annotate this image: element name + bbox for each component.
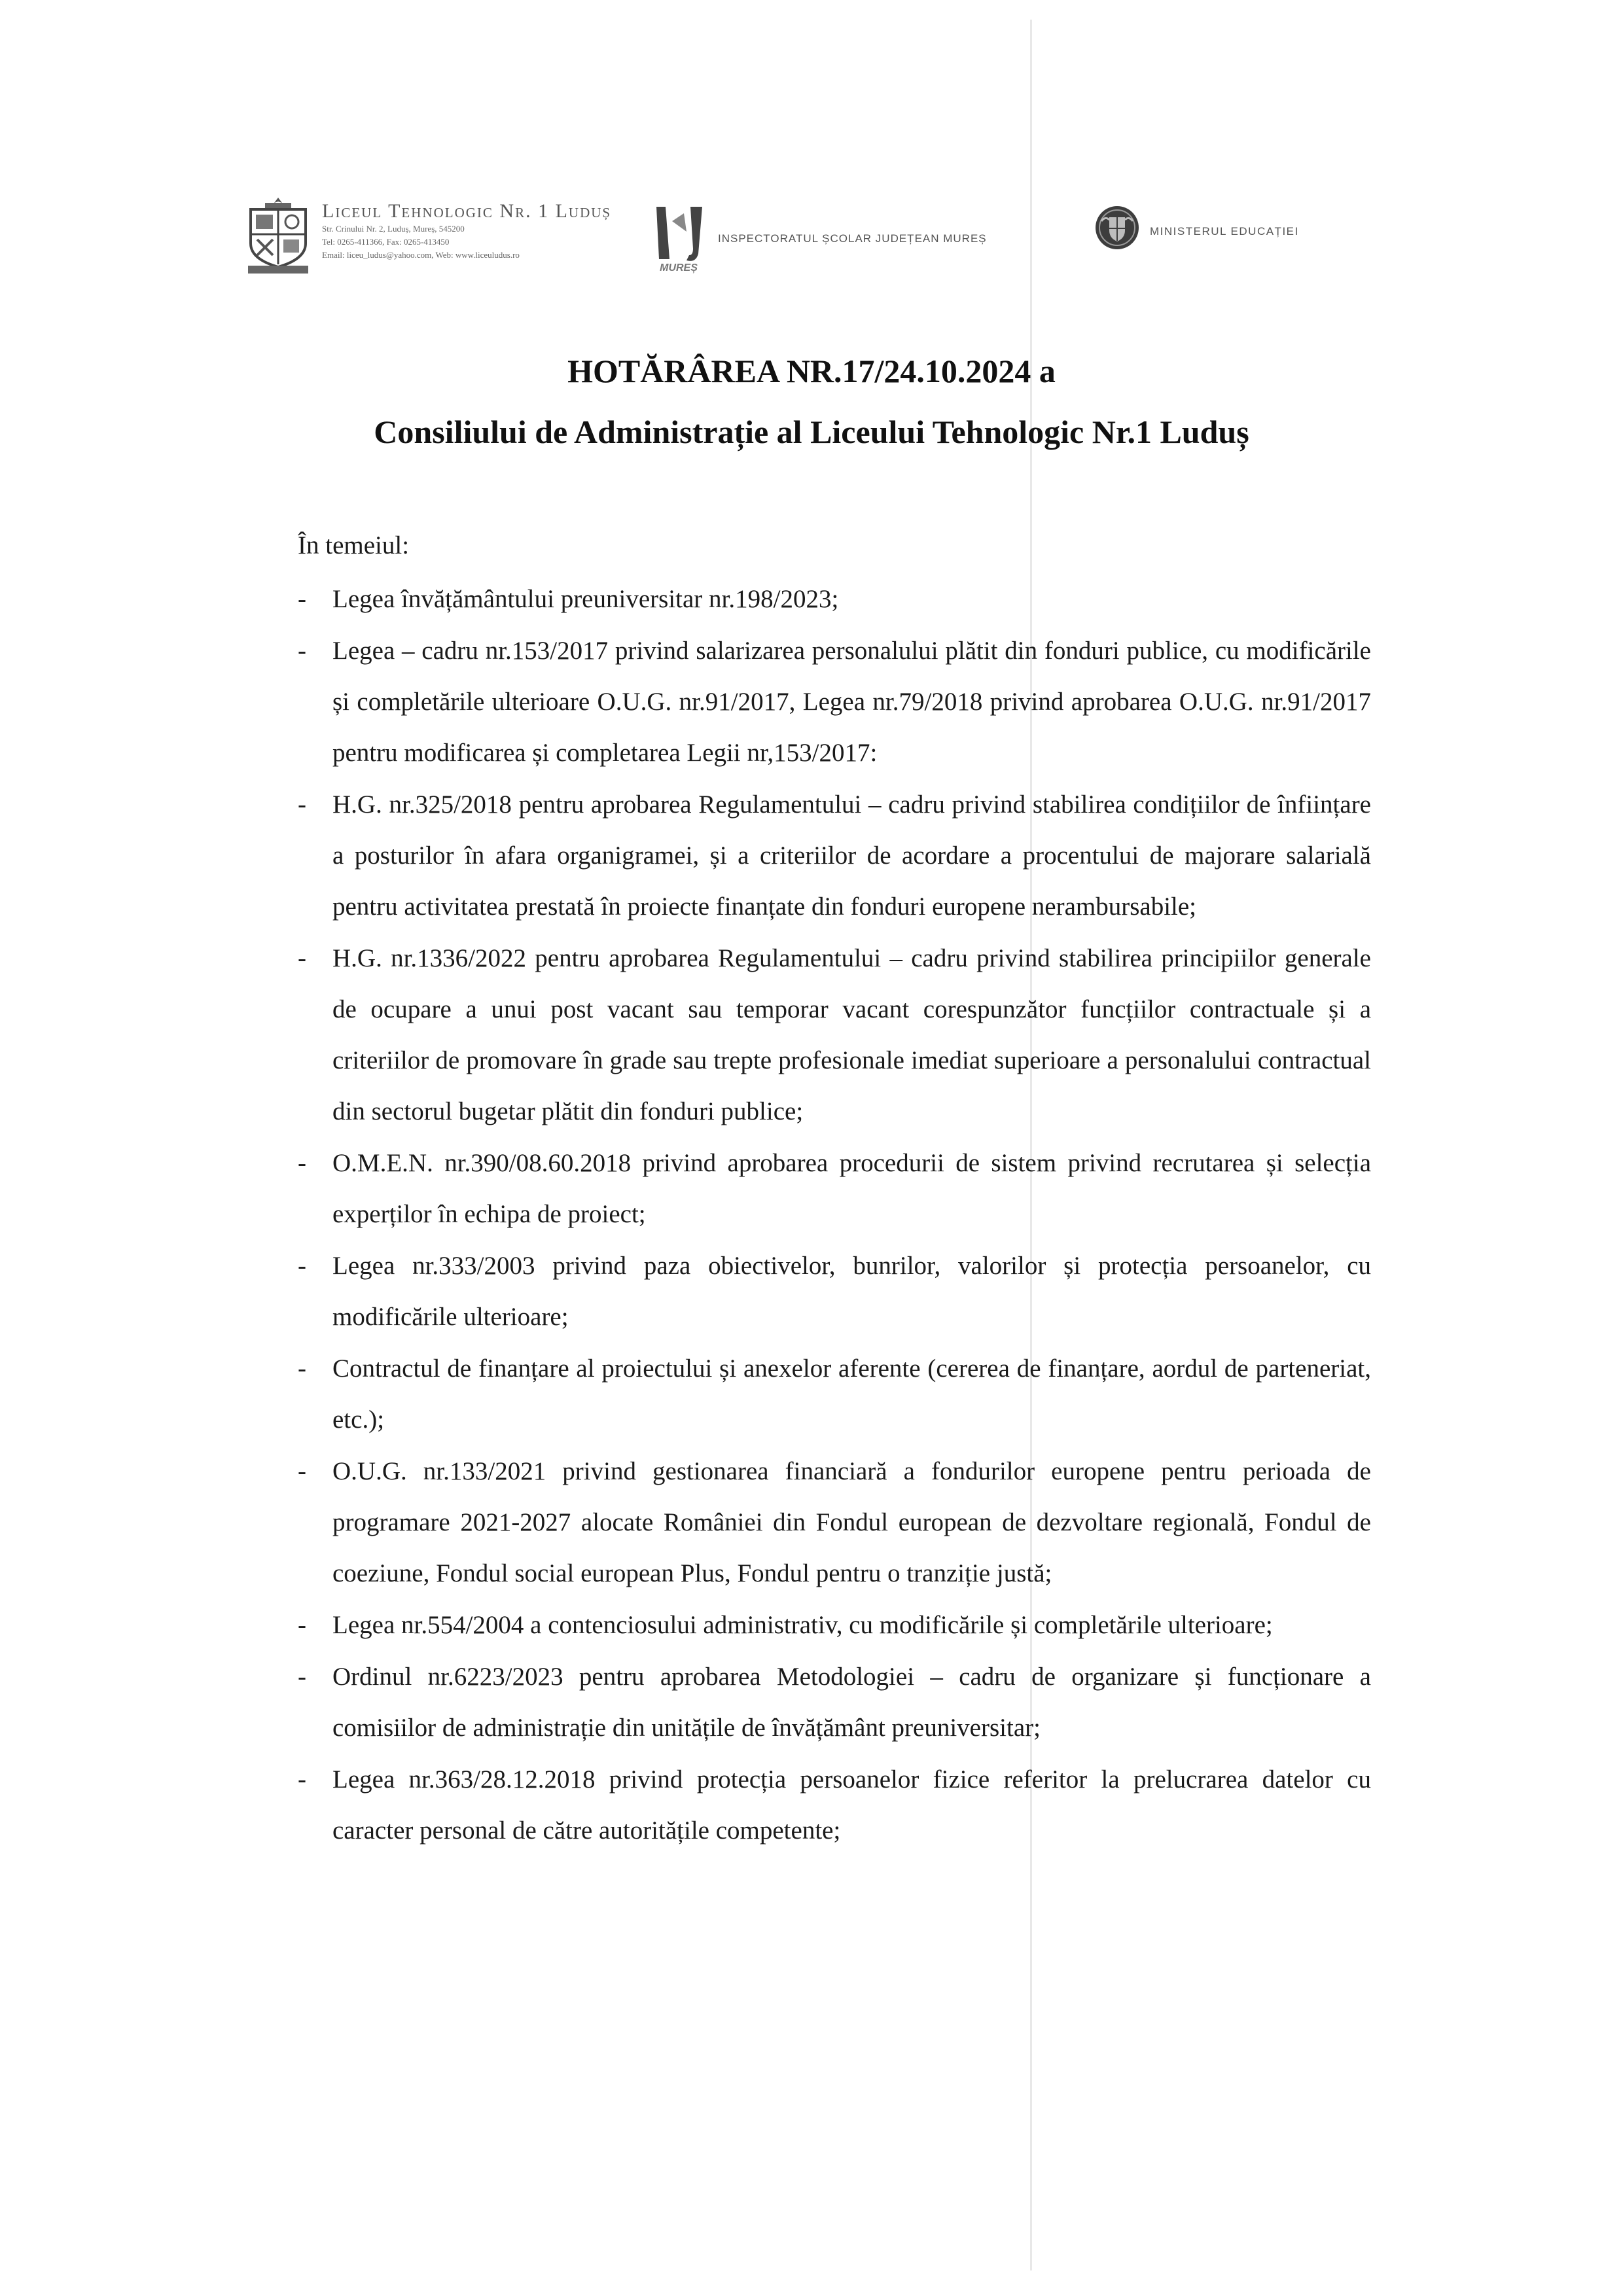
school-info	[322, 200, 662, 262]
bullet-dash: -	[298, 1252, 306, 1280]
ministry-name: MINISTERUL EDUCAȚIEI	[1150, 225, 1299, 238]
letterhead	[245, 177, 1423, 288]
list-item	[298, 933, 1371, 1137]
list-item-text: Ordinul nr.6223/2023 pentru aprobarea Metodologiei – cadru de organizare și funcționare a comisiilor de administrație din unitățile de învățământ preuniversitar;	[332, 1663, 1371, 1742]
list-item-text: Legea – cadru nr.153/2017 privind salarizarea personalului plătit din fonduri publice, cu modificările și completările ulterioare O.U.G. nr.91/2017, Legea nr.79/2018 privind aprobarea O.U.G. nr.91/2017 pentru modificarea și completarea Legii nr,153/2017:	[332, 637, 1371, 767]
school-contact: Email: liceu_ludus@yahoo.com, Web: www.liceuludus.ro	[322, 250, 520, 260]
bullet-dash: -	[298, 1663, 306, 1691]
list-item	[298, 1241, 1371, 1343]
bullet-dash: -	[298, 637, 306, 665]
list-item	[298, 574, 1371, 625]
bullet-dash: -	[298, 1765, 306, 1793]
list-item-text: Contractul de finanțare al proiectului și anexelor aferente (cererea de finanțare, aordul de parteneriat, etc.);	[332, 1354, 1371, 1434]
isj-mures-logo-icon	[650, 203, 713, 275]
isj-logo-label: MUREȘ	[660, 262, 698, 274]
bullet-dash: -	[298, 585, 306, 613]
list-item-text: H.G. nr.1336/2022 pentru aprobarea Regulamentului – cadru privind stabilirea principiilor generale de ocupare a unui post vacant sau temporar vacant corespunzător funcțiilor contractuale și a criteriilor de promovare în grade sau trepte profesionale imediat superioare a personalului contractual din sectorul bugetar plătit din fonduri publice;	[332, 944, 1371, 1125]
bullet-dash: -	[298, 1149, 306, 1177]
bullet-dash: -	[298, 790, 306, 819]
list-item-text: O.U.G. nr.133/2021 privind gestionarea financiară a fondurilor europene pentru perioada de programare 2021-2027 alocate României din Fondul european de dezvoltare regională, Fondul de coeziune, Fondul social european Plus, Fondul pentru o tranziție justă;	[332, 1457, 1371, 1587]
isj-name: INSPECTORATUL ȘCOLAR JUDEȚEAN MUREȘ	[718, 232, 987, 245]
list-item-text: Legea nr.333/2003 privind paza obiectivelor, bunrilor, valorilor și protecția persoanelor, cu modificările ulterioare;	[332, 1252, 1371, 1331]
list-item	[298, 1343, 1371, 1445]
decision-subtitle: Consiliului de Administrație al Liceului Tehnologic Nr.1 Luduș	[374, 414, 1249, 450]
list-item	[298, 1651, 1371, 1754]
romania-coat-of-arms-icon	[1094, 204, 1141, 251]
school-name: Liceul Tehnologic Nr. 1 Luduș	[322, 200, 612, 222]
bullet-dash: -	[298, 944, 306, 972]
list-item	[298, 1754, 1371, 1856]
list-item-text: Legea nr.554/2004 a contenciosului administrativ, cu modificările și completările ulterioare;	[332, 1611, 1273, 1639]
list-item	[298, 779, 1371, 932]
school-crest-icon	[245, 196, 311, 276]
bullet-dash: -	[298, 1457, 306, 1485]
list-item-text: Legea nr.363/28.12.2018 privind protecția persoanelor fizice referitor la prelucrarea datelor cu caracter personal de către autoritățile competente;	[332, 1765, 1371, 1845]
list-item	[298, 1446, 1371, 1599]
list-item-text: H.G. nr.325/2018 pentru aprobarea Regulamentului – cadru privind stabilirea condițiilor de înființare a posturilor în afara organigramei, și a criteriilor de acordare a procentului de majorare salarială pentru activitatea prestată în proiecte finanțate din fonduri europene nerambursabile;	[332, 790, 1371, 921]
legal-basis-list	[298, 574, 1371, 1856]
bullet-dash: -	[298, 1354, 306, 1383]
list-item	[298, 626, 1371, 779]
document-body	[298, 520, 1371, 1857]
list-item-text: O.M.E.N. nr.390/08.60.2018 privind aprobarea procedurii de sistem privind recrutarea și selecția experților în echipa de proiect;	[332, 1149, 1371, 1228]
decision-title: HOTĂRÂREA NR.17/24.10.2024 a	[567, 353, 1056, 389]
legal-basis-intro: În temeiul:	[298, 531, 410, 559]
school-phone: Tel: 0265-411366, Fax: 0265-413450	[322, 237, 450, 247]
school-address: Str. Crinului Nr. 2, Luduș, Mureș, 545200	[322, 224, 465, 234]
list-item-text: Legea învățământului preuniversitar nr.198/2023;	[332, 585, 839, 613]
bullet-dash: -	[298, 1611, 306, 1639]
list-item	[298, 1600, 1371, 1651]
list-item	[298, 1138, 1371, 1240]
